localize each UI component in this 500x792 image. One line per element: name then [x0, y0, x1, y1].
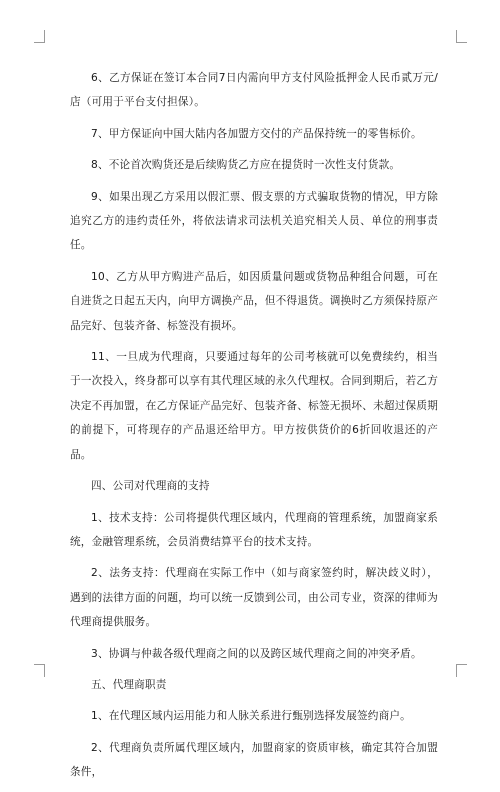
- clause-8-payment: 8、不论首次购货还是后续购货乙方应在提货时一次性支付货款。: [91, 159, 401, 172]
- section-heading-support: 四、公司对代理商的支持: [91, 480, 210, 493]
- clause-7-retail-price: 7、甲方保证向中国大陆内各加盟方交付的产品保持统一的零售标价。: [91, 127, 422, 140]
- duty-item-2: 2、代理商负责所属代理区域内，加盟商家的资质审核，确定其符合加盟条件，: [70, 741, 438, 779]
- clause-9-fraud: 9、如果出现乙方采用以假汇票、假支票的方式骗取货物的情况，甲方除追究乙方的违约责任外，将依法请求司法机关追究相关人员、单位的刑事责任。: [70, 190, 438, 252]
- support-item-arbitration: 3、协调与仲裁各级代理商之间的以及跨区域代理商之间的冲突矛盾。: [91, 647, 422, 660]
- crop-mark-top-right: [456, 30, 467, 43]
- document-body: [70, 66, 438, 792]
- section-heading-duties: 五、代理商职责: [91, 678, 167, 691]
- crop-mark-top-left: [34, 30, 45, 43]
- crop-mark-bottom-right: [456, 664, 467, 677]
- crop-mark-bottom-left: [34, 664, 45, 677]
- duty-item-1: 1、在代理区域内运用能力和人脉关系进行甄别选择发展签约商户。: [91, 710, 411, 723]
- clause-10-exchange: 10、乙方从甲方购进产品后，如因质量问题或货物品种组合问题，可在自进货之日起五天内，向甲方调换产品，但不得退货。调换时乙方须保持原产品完好、包装齐备、标签没有损坏。: [70, 270, 438, 332]
- support-item-technical: 1、技术支持：公司将提供代理区域内，代理商的管理系统，加盟商家系统，金融管理系统，会员消费结算平台的技术支持。: [70, 511, 438, 548]
- support-item-legal: 2、法务支持：代理商在实际工作中（如与商家签约时，解决歧义时），遇到的法律方面的问题，均可以统一反馈到公司，由公司专业，资深的律师为代理商提供服务。: [70, 567, 438, 629]
- clause-6-deposit: 6、乙方保证在签订本合同7日内需向甲方支付风险抵押金人民币贰万元/店（可用于平台支付担保）。: [70, 72, 438, 109]
- clause-11-renewal: 11、一旦成为代理商，只要通过每年的公司考核就可以免费续约，相当于一次投入，终身都可以享有其代理区域的永久代理权。合同到期后，若乙方决定不再加盟，在乙方保证产品完好、包装齐备、标签无损坏、未超过保质期的前提下，可将现存的产品退还给甲方。甲方按供货价的6折回收退还的产品。: [70, 351, 438, 461]
